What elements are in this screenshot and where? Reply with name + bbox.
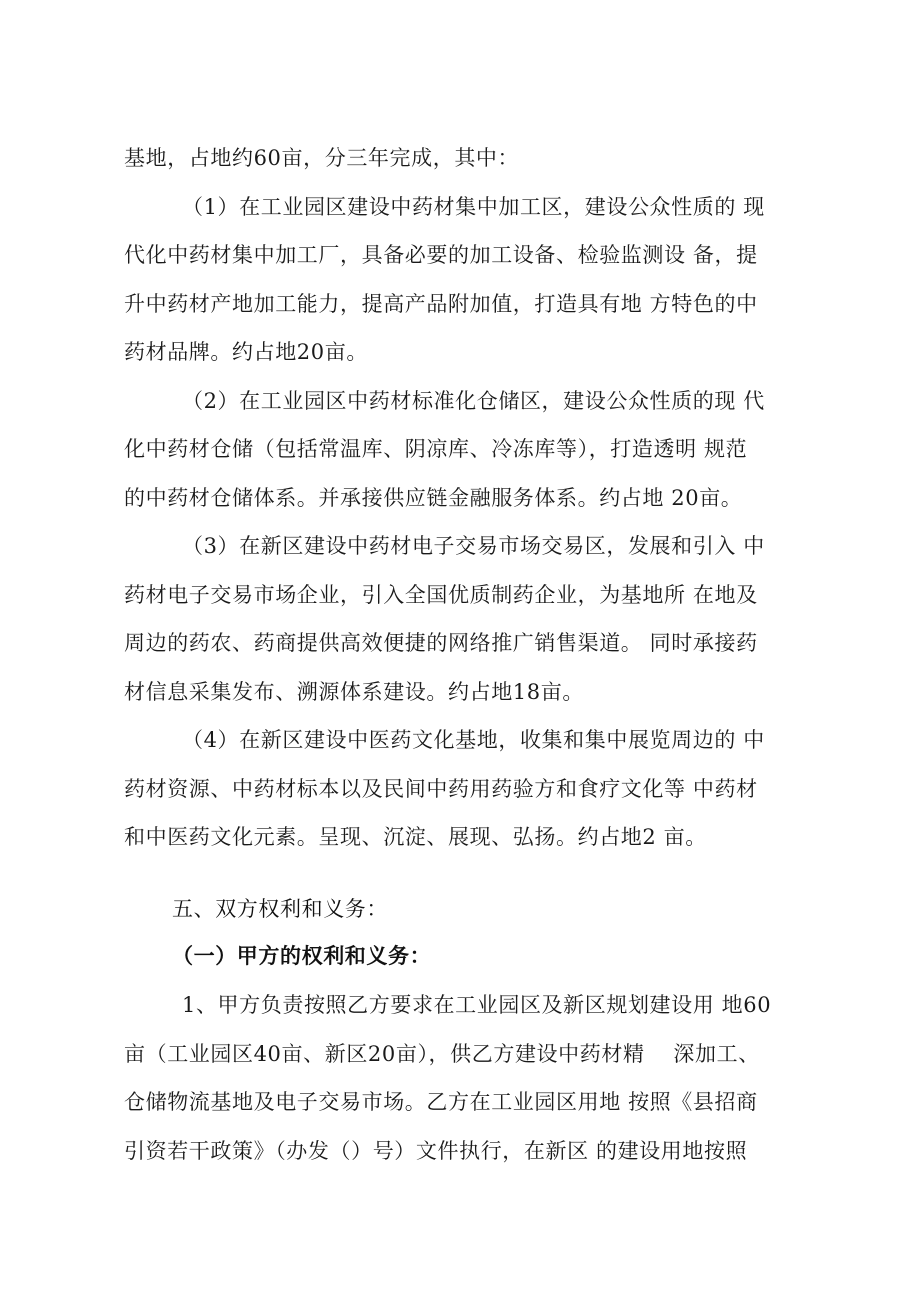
text-line: 代化中药材集中加工厂，具备必要的加工设备、检验监测设 备，提 [124,243,758,267]
text-line: 引资若干政策》（办发（）号）文件执行，在新区 的建设用地按照 [124,1138,748,1163]
text-line: 基地，占地约60亩，分三年完成，其中： [124,146,520,170]
text-line: 材信息采集发布、溯源体系建设。约占地18亩。 [124,679,584,704]
text-line: （2）在工业园区中药材标准化仓储区，建设公众性质的现 代 [182,388,765,413]
body-text-top [124,134,800,862]
text-line: （4）在新区建设中医药文化基地，收集和集中展览周边的 中 [182,728,765,752]
text-line: 1、甲方负责按照乙方要求在工业园区及新区规划建设用 地60 [182,993,772,1017]
text-line: 化中药材仓储（包括常温库、阴凉库、冷冻库等），打造透明 规范 [124,437,748,461]
section-heading: 五、双方权利和义务： [172,897,388,921]
text-line: （3）在新区建设中药材电子交易市场交易区，发展和引入 中 [182,534,765,558]
text-line: （1）在工业园区建设中药材集中加工区，建设公众性质的 现 [182,194,765,219]
text-line: 周边的药农、药商提供高效便捷的网络推广销售渠道。 同时承接药 [124,631,758,655]
text-line: 药材电子交易市场企业，引入全国优质制药企业，为基地所 在地及 [124,582,758,607]
sub-heading: （一）甲方的权利和义务： [172,944,432,968]
text-line: 和中医药文化元素。呈现、沉淀、展现、弘扬。约占地2 亩。 [124,825,707,849]
text-line: 药材品牌。约占地20亩。 [124,340,368,364]
text-line: 药材资源、中药材标本以及民间中药用药验方和食疗文化等 中药材 [124,776,758,801]
text-line: 亩（工业园区40亩、新区20亩），供乙方建设中药材精 深加工、 [124,1041,760,1066]
text-line: 的中药材仓储体系。并承接供应链金融服务体系。约占地 20亩。 [124,485,743,510]
text-line: 仓储物流基地及电子交易市场。乙方在工业园区用地 按照《县招商 [124,1090,758,1114]
body-text-bottom [124,981,800,1175]
text-line: 升中药材产地加工能力，提高产品附加值，打造具有地 方特色的中 [124,291,758,316]
